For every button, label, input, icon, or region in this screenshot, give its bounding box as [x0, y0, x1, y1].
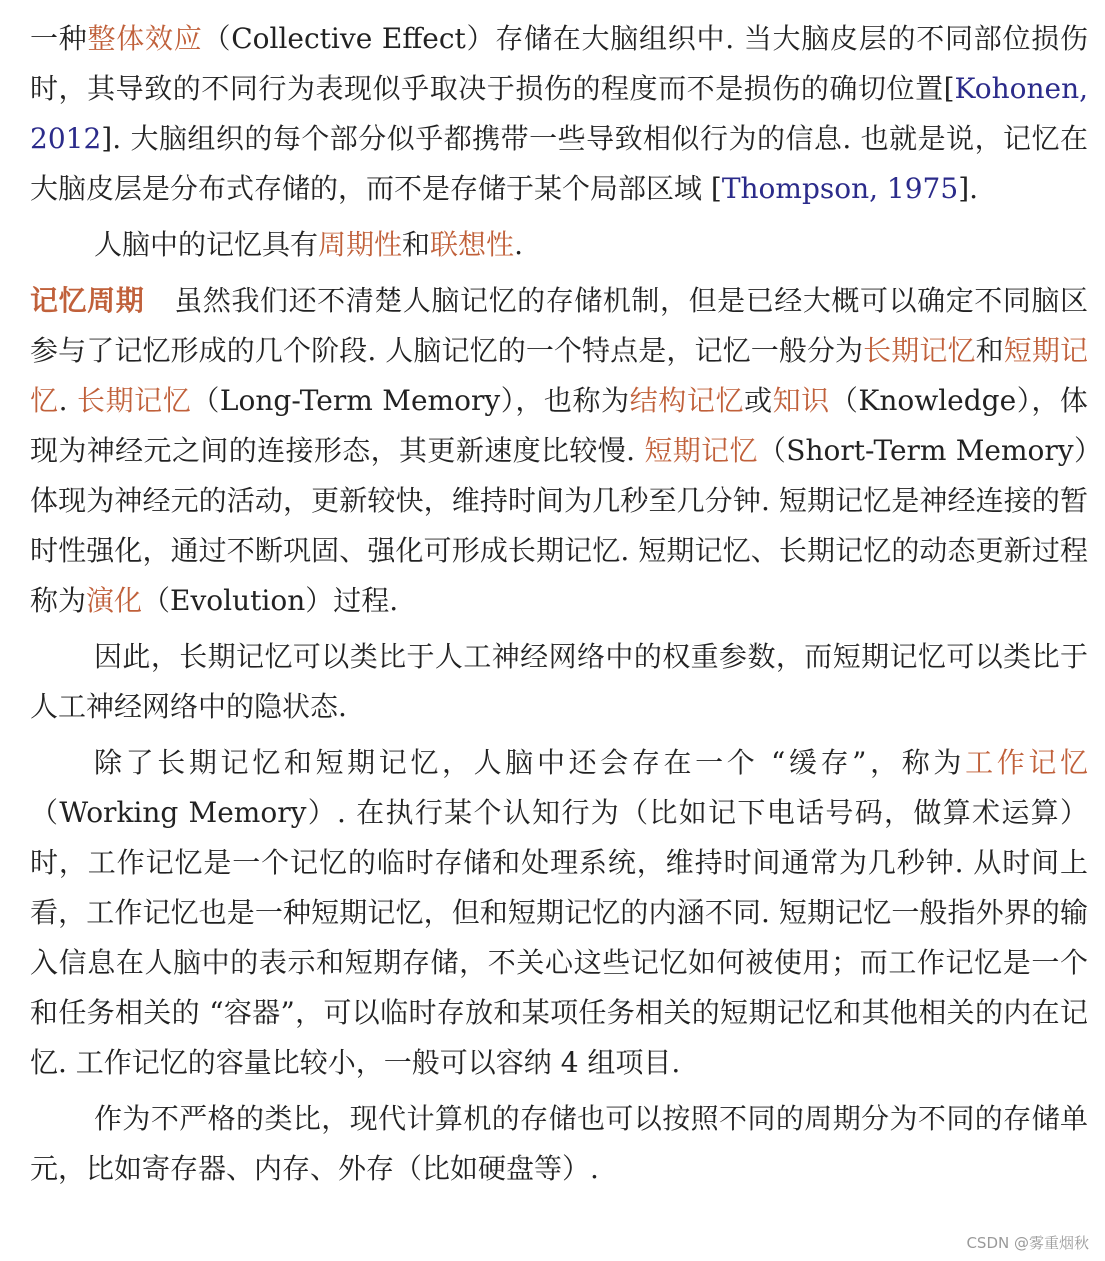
paragraph-neural-analogy — [30, 632, 1088, 732]
paragraph-text: 一种 — [30, 22, 88, 55]
paragraph-text: （Knowledge），体现为神经元之间的连接形态，其更新速度比较慢. — [30, 384, 1088, 467]
paragraph-text: 和 — [975, 334, 1004, 367]
paragraph-text: ]. — [958, 172, 979, 205]
term-associativity: 联想性 — [430, 228, 515, 261]
paragraph-text: 作为不严格的类比，现代计算机的存储也可以按照不同的周期分为不同的存储单元，比如寄存器、内存、外存（比如硬盘等）. — [30, 1102, 1088, 1185]
paragraph-text: ]. 大脑组织的每个部分似乎都携带一些导致相似行为的信息. 也就是说，记忆在大脑皮层是分布式存储的，而不是存储于某个局部区域 [ — [30, 122, 1088, 205]
paragraph-text: 人脑中的记忆具有 — [94, 228, 319, 261]
citation-link-kohonen[interactable]: Kohonen, 2012 — [30, 72, 1088, 155]
paragraph-computer-analogy — [30, 1094, 1088, 1194]
term-working-memory: 工作记忆 — [965, 746, 1088, 779]
citation-link-thompson[interactable]: Thompson, 1975 — [721, 172, 959, 205]
paragraph-working-memory — [30, 738, 1088, 1088]
paragraph-text: 虽然我们还不清楚人脑记忆的存储机制，但是已经大概可以确定不同脑区参与了记忆形成的几个阶段. 人脑记忆的一个特点是，记忆一般分为 — [30, 284, 1088, 367]
document-body — [30, 14, 1088, 1194]
paragraph-text: （Long-Term Memory），也称为 — [191, 384, 630, 417]
paragraph-memory-cycle — [30, 276, 1088, 626]
paragraph-text: （Working Memory）. 在执行某个认知行为（比如记下电话号码，做算术运算）时，工作记忆是一个记忆的临时存储和处理系统，维持时间通常为几秒钟. 从时间上看，工作记忆也是一种短期记忆，但和短期记忆的内涵不同. 短期记忆一般指外界的输入信息在人脑中的表示和短期存储，不关心这些记忆如何被使用；而工作记忆是一个和任务相关的 “容器”，可以临时存放和某项任务相关的短期记忆和其他相关的内在记忆. 工作记忆的容量比较小，一般可以容纳 4 组项目. — [30, 796, 1088, 1079]
section-heading-memory-cycle: 记忆周期 — [30, 284, 145, 317]
paragraph-memory-properties — [30, 220, 1088, 270]
paragraph-text: 或 — [744, 384, 773, 417]
paragraph-text: . — [58, 384, 77, 417]
paragraph-text: （Short-Term Memory）体现为神经元的活动，更新较快，维持时间为几秒至几分钟. 短期记忆是神经连接的暂时性强化，通过不断巩固、强化可形成长期记忆. 短期记忆、长期记忆的动态更新过程称为 — [30, 434, 1088, 617]
watermark: CSDN @雾重烟秋 — [966, 1234, 1089, 1252]
term-short-term-memory: 短期记忆 — [644, 434, 758, 467]
term-knowledge: 知识 — [772, 384, 830, 417]
term-long-term-memory: 长期记忆 — [76, 384, 192, 417]
paragraph-collective-effect — [30, 14, 1088, 214]
term-short-term-memory: 短期记忆 — [30, 334, 1088, 417]
term-evolution: 演化 — [86, 584, 143, 617]
paragraph-text: （Collective Effect）存储在大脑组织中. 当大脑皮层的不同部位损伤时，其导致的不同行为表现似乎取决于损伤的程度而不是损伤的确切位置[ — [30, 22, 1088, 105]
paragraph-text: 因此，长期记忆可以类比于人工神经网络中的权重参数，而短期记忆可以类比于人工神经网络中的隐状态. — [30, 640, 1088, 723]
term-long-term-memory: 长期记忆 — [863, 334, 976, 367]
paragraph-text: . — [514, 228, 523, 261]
paragraph-text: 除了长期记忆和短期记忆，人脑中还会存在一个 “缓存”，称为 — [94, 746, 966, 779]
term-structural-memory: 结构记忆 — [629, 384, 745, 417]
term-collective-effect: 整体效应 — [87, 22, 203, 55]
paragraph-text: （Evolution）过程. — [142, 584, 399, 617]
term-periodicity: 周期性 — [318, 228, 403, 261]
paragraph-text: 和 — [402, 228, 431, 261]
